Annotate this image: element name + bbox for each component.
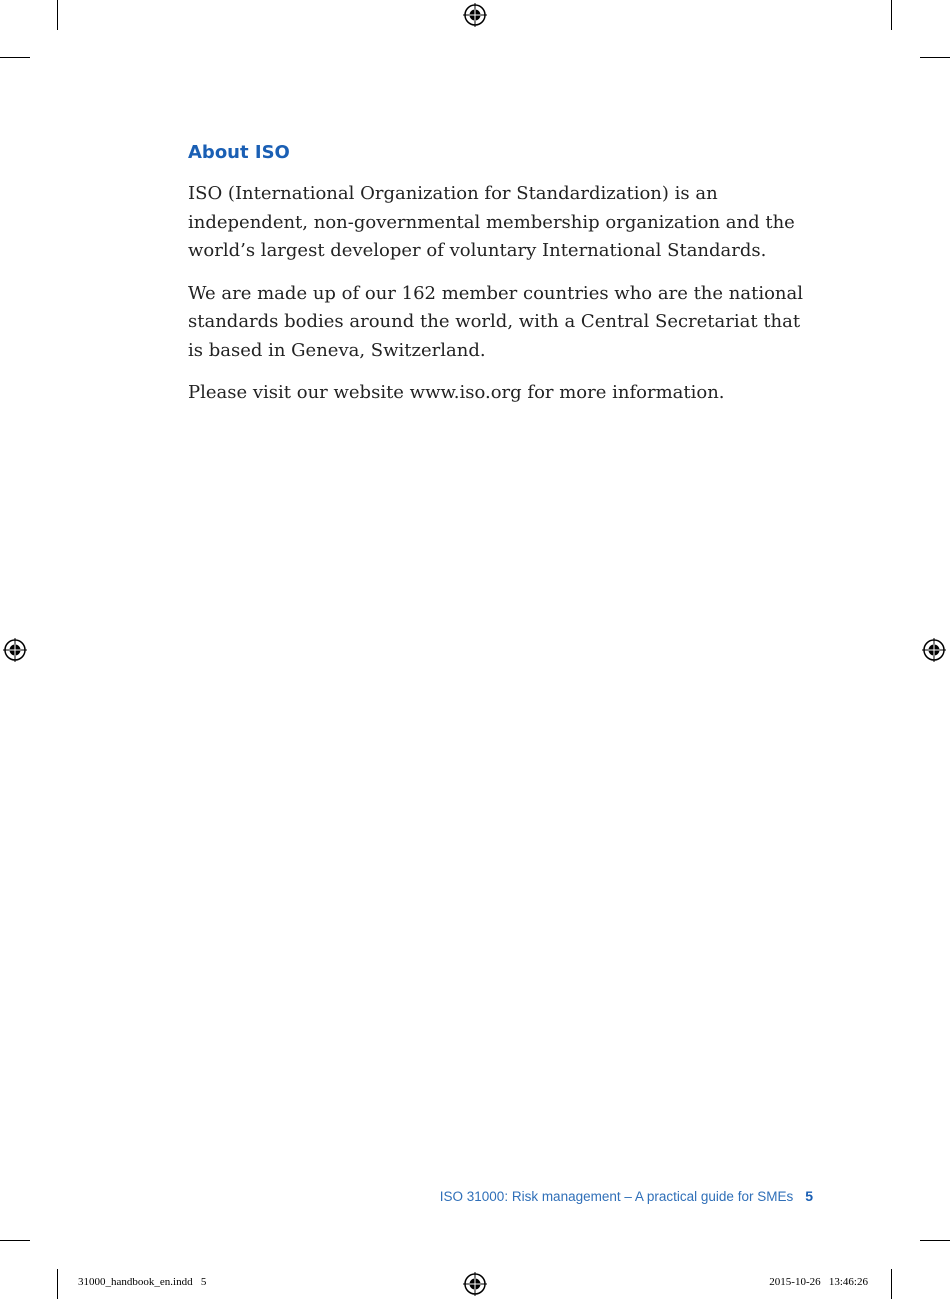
paragraph-website: Please visit our website www.iso.org for more information. bbox=[188, 382, 725, 403]
crop-mark-bottom-left-vertical bbox=[57, 1269, 58, 1299]
crop-mark-top-left-vertical bbox=[57, 0, 58, 30]
slug-file-info: 31000_handbook_en.indd 5 bbox=[78, 1276, 207, 1288]
slug-timestamp: 2015-10-26 13:46:26 bbox=[769, 1276, 868, 1288]
crop-mark-top-right-horizontal bbox=[920, 57, 950, 58]
section-heading: About ISO bbox=[188, 142, 290, 163]
running-footer-title: ISO 31000: Risk management – A practical guide for SMEs bbox=[439, 1189, 794, 1204]
page-number: 5 bbox=[805, 1188, 813, 1204]
registration-target-icon bbox=[922, 638, 946, 662]
registration-target-icon bbox=[463, 1272, 487, 1296]
crop-mark-bottom-right-horizontal bbox=[920, 1240, 950, 1241]
running-footer bbox=[440, 1188, 813, 1204]
crop-mark-top-right-vertical bbox=[891, 0, 892, 30]
crop-mark-bottom-left-horizontal bbox=[0, 1240, 30, 1241]
paragraph-intro: ISO (International Organization for Standardization) is an independent, non-governmental membership organization and the world’s largest developer of voluntary International Standards. bbox=[188, 183, 795, 261]
crop-mark-bottom-right-vertical bbox=[891, 1269, 892, 1299]
registration-target-icon bbox=[463, 3, 487, 27]
crop-mark-top-left-horizontal bbox=[0, 57, 30, 58]
paragraph-members: We are made up of our 162 member countries who are the national standards bodies around the world, with a Central Secretariat that is based in Geneva, Switzerland. bbox=[188, 282, 804, 361]
registration-target-icon bbox=[3, 638, 27, 662]
about-iso-section bbox=[188, 140, 818, 422]
